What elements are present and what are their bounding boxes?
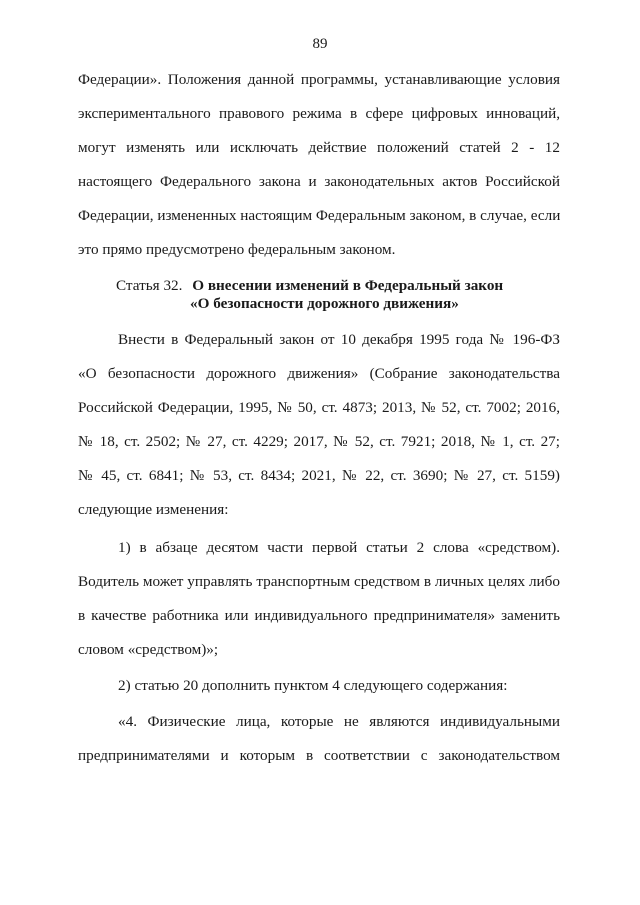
paragraph1-line-6: это прямо предусмотрено федеральным законом.: [78, 241, 396, 258]
item2-line: 2) статью 20 дополнить пунктом 4 следующего содержания:: [118, 677, 508, 694]
article-title-line-2-wrap: [190, 294, 459, 314]
article-title-line-2: «О безопасности дорожного движения»: [190, 295, 459, 312]
paragraph2-line-3: Российской Федерации, 1995, № 50, ст. 4873; 2013, № 52, ст. 7002; 2016,: [78, 399, 560, 416]
paragraph1-line-5: Федерации, измененных настоящим Федеральным законом, в случае, если: [78, 207, 561, 224]
item1-line-2: Водитель может управлять транспортным средством в личных целях либо: [78, 573, 560, 590]
article-label: Статья 32.: [116, 277, 183, 294]
quote-line-1: «4. Физические лица, которые не являются индивидуальными: [118, 713, 560, 730]
item1-line-3: в качестве работника или индивидуального предпринимателя» заменить: [78, 607, 560, 624]
paragraph2-line-5: № 45, ст. 6841; № 53, ст. 8434; 2021, № 22, ст. 3690; № 27, ст. 5159): [78, 467, 560, 484]
item1-line-1: 1) в абзаце десятом части первой статьи 2 слова «средством).: [118, 539, 560, 556]
paragraph2-line-1: Внести в Федеральный закон от 10 декабря 1995 года № 196-ФЗ: [118, 331, 560, 348]
paragraph1-line-2: экспериментального правового режима в сфере цифровых инноваций,: [78, 105, 560, 122]
paragraph2-line-4: № 18, ст. 2502; № 27, ст. 4229; 2017, № 52, ст. 7921; 2018, № 1, ст. 27;: [78, 433, 560, 450]
article-heading: [116, 276, 503, 296]
page-number: 89: [312, 36, 328, 52]
paragraph2-line-6: следующие изменения:: [78, 501, 229, 518]
article-title-line-1: О внесении изменений в Федеральный закон: [192, 277, 504, 294]
item1-line-4: словом «средством)»;: [78, 641, 219, 658]
paragraph2-line-2: «О безопасности дорожного движения» (Собрание законодательства: [78, 365, 560, 382]
paragraph1-line-1: Федерации». Положения данной программы, устанавливающие условия: [78, 71, 560, 88]
paragraph1-line-4: настоящего Федерального закона и законодательных актов Российской: [78, 173, 560, 190]
paragraph1-line-3: могут изменять или исключать действие положений статей 2 - 12: [78, 139, 560, 156]
quote-line-2: предпринимателями и которым в соответствии с законодательством: [78, 747, 560, 764]
